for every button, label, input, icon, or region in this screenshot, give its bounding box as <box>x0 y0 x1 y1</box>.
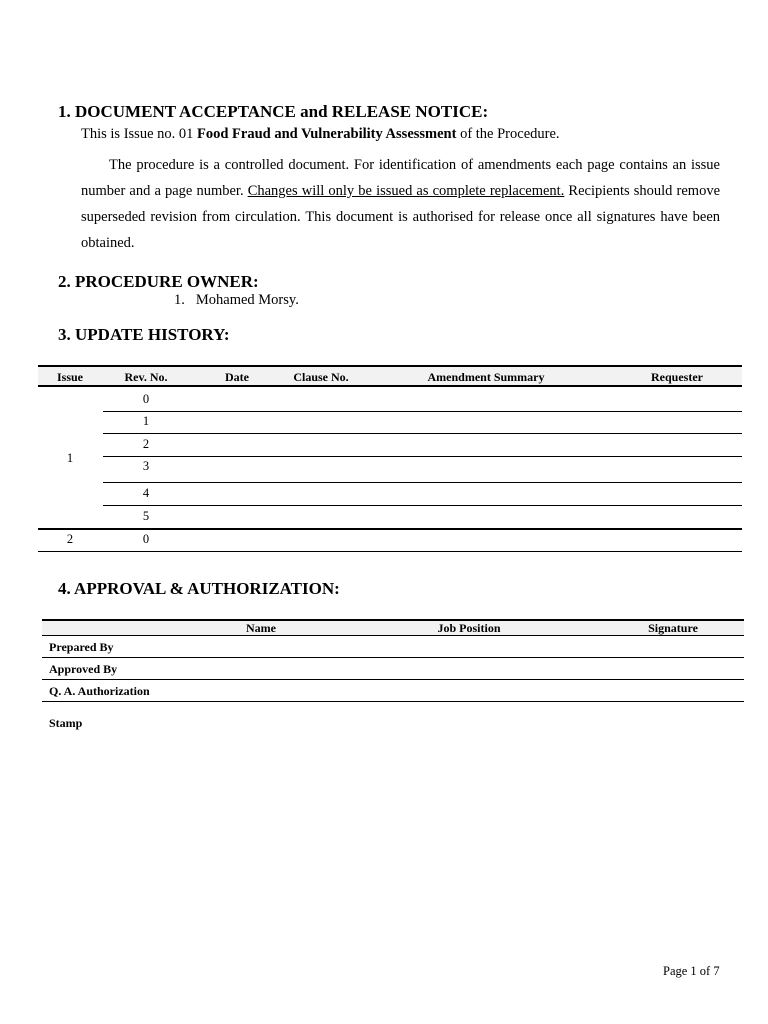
stamp-label: Stamp <box>49 716 83 730</box>
history-header-row <box>38 365 742 387</box>
row-divider <box>103 505 742 506</box>
row-divider <box>103 482 742 483</box>
issue-suffix: of the Procedure. <box>456 126 560 142</box>
row-divider <box>42 657 744 658</box>
owner-name: Mohamed Morsy. <box>195 292 299 308</box>
col-date: Date <box>225 370 249 384</box>
para-underlined: Changes will only be issued as complete replacement. <box>247 183 565 199</box>
section-3-heading: 3. UPDATE HISTORY: <box>58 325 230 344</box>
qa-authorization-label: Q. A. Authorization <box>49 684 150 698</box>
section-4-heading: 4. APPROVAL & AUTHORIZATION: <box>58 579 340 598</box>
col-issue: Issue <box>56 370 84 384</box>
history-rev: 1 <box>142 414 150 428</box>
col-job-position: Job Position <box>437 621 501 635</box>
control-paragraph <box>81 152 720 256</box>
col-signature: Signature <box>648 621 698 635</box>
col-requester: Requester <box>651 370 703 384</box>
history-rev: 2 <box>142 437 150 451</box>
row-divider <box>42 679 744 680</box>
approval-table <box>42 619 744 739</box>
col-clause-no: Clause No. <box>293 370 349 384</box>
row-divider <box>103 433 742 434</box>
issue-line <box>81 126 560 143</box>
section-2-heading: 2. PROCEDURE OWNER: <box>58 272 259 291</box>
issue-title: Food Fraud and Vulnerability Assessment <box>197 126 457 142</box>
row-divider <box>103 411 742 412</box>
section-1-heading: 1. DOCUMENT ACCEPTANCE and RELEASE NOTICE: <box>58 102 489 121</box>
history-rev: 4 <box>142 486 150 500</box>
history-rev: 5 <box>142 509 150 523</box>
issue-divider <box>38 528 742 530</box>
table-bottom-rule <box>38 551 742 552</box>
col-rev-no: Rev. No. <box>124 370 168 384</box>
para-part-2: Recipients should remove superseded revision from circulation. This document is authorised for release once all signatures have been obtained. <box>81 183 721 251</box>
owner-list-number: 1. <box>174 292 185 308</box>
history-rev: 0 <box>142 532 150 546</box>
row-divider <box>103 456 742 457</box>
col-amendment-summary: Amendment Summary <box>427 370 545 384</box>
history-issue-number: 1 <box>66 451 74 465</box>
page-number: Page 1 of 7 <box>663 964 720 978</box>
para-part-1: The procedure is a controlled document. For identification of amendments each page contains an issue number and a page number. <box>81 157 720 199</box>
row-divider <box>42 701 744 702</box>
col-name: Name <box>246 621 276 635</box>
approved-by-label: Approved By <box>49 662 118 676</box>
approval-header-row <box>42 619 744 636</box>
owner-list-item <box>174 292 299 309</box>
history-rev: 0 <box>142 392 150 406</box>
history-issue-number: 2 <box>66 532 74 546</box>
prepared-by-label: Prepared By <box>49 640 114 654</box>
update-history-table <box>38 365 742 552</box>
issue-prefix: This is Issue no. 01 <box>81 126 197 142</box>
history-rev: 3 <box>142 459 150 473</box>
